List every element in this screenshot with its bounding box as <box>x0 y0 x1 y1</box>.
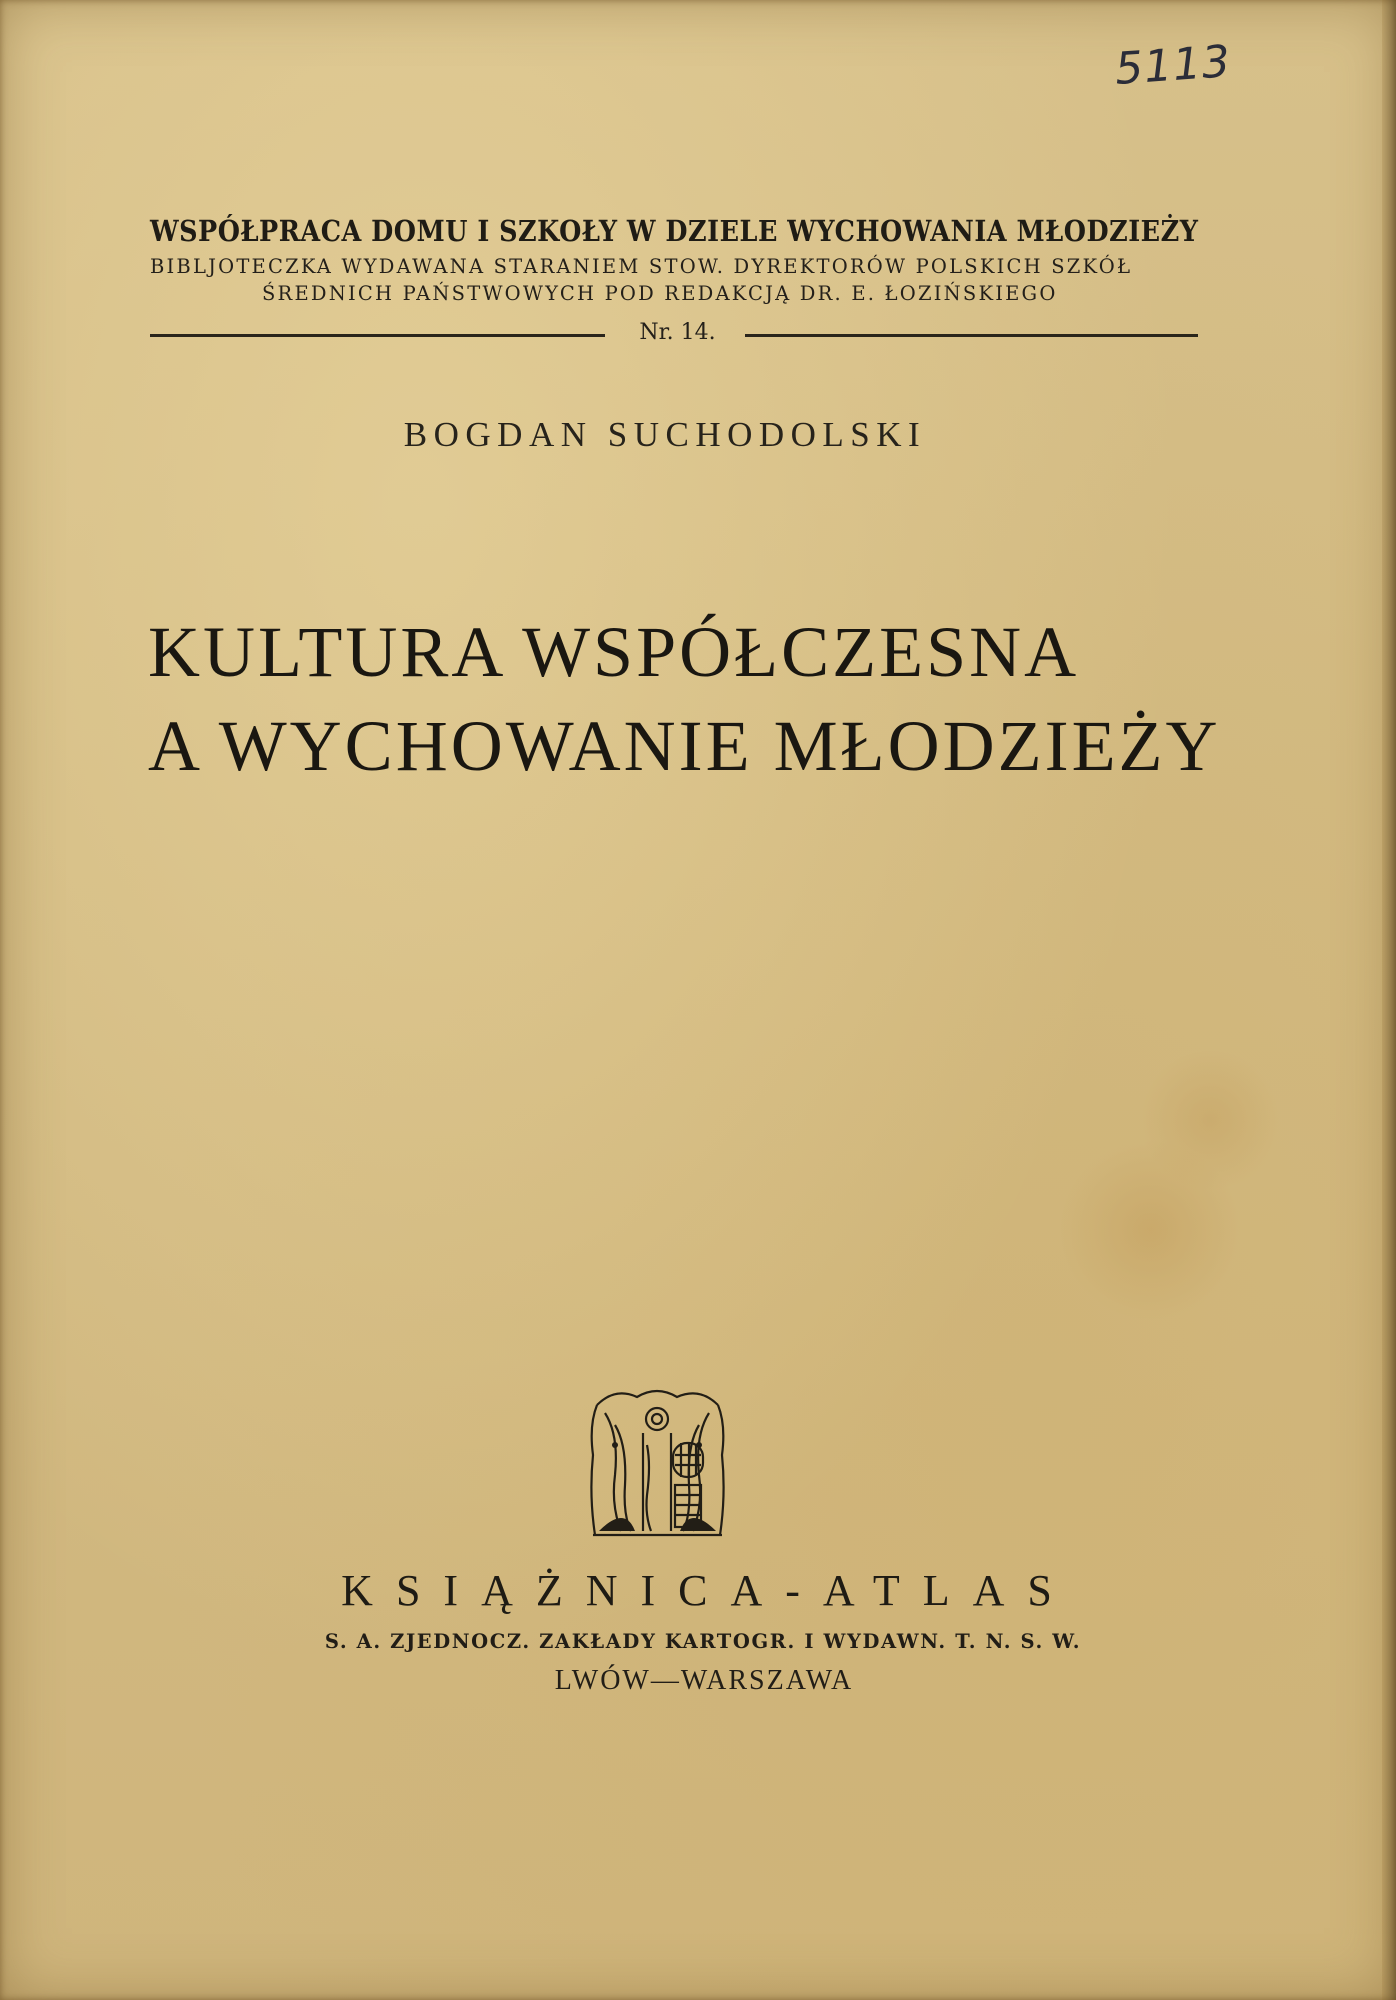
publisher-city: LWÓW—WARSZAWA <box>554 1665 854 1696</box>
publisher-emblem-icon <box>585 1385 730 1540</box>
series-subtitle-line1: BIBLJOTECZKA WYDAWANA STARANIEM STOW. DYREKTORÓW POLSKICH SZKÓŁ <box>150 255 1133 278</box>
book-title-line2: A WYCHOWANIE MŁODZIEŻY <box>148 706 1221 786</box>
series-number-row <box>150 320 1198 360</box>
publisher-block <box>0 1565 1396 1697</box>
author-name: BOGDAN SUCHODOLSKI <box>403 415 927 454</box>
cover-edge <box>1382 0 1396 2000</box>
divider-left <box>150 334 605 337</box>
book-title-line1: KULTURA WSPÓŁCZESNA <box>148 612 1080 692</box>
book-title <box>148 605 1268 793</box>
series-title: WSPÓŁPRACA DOMU I SZKOŁY W DZIELE WYCHOWANIA MŁODZIEŻY <box>150 215 1199 249</box>
series-header <box>150 215 1200 305</box>
divider-right <box>745 334 1198 337</box>
series-number: Nr. 14. <box>639 320 716 345</box>
series-subtitle-line2: ŚREDNICH PAŃSTWOWYCH POD REDAKCJĄ DR. E. ŁOZIŃSKIEGO <box>262 282 1058 305</box>
handwritten-shelfmark: 5113 <box>1113 36 1233 95</box>
publisher-name: KSIĄŻNICA-ATLAS <box>341 1566 1075 1615</box>
publisher-details: S. A. ZJEDNOCZ. ZAKŁADY KARTOGR. I WYDAWN. T. N. S. W. <box>324 1630 1082 1653</box>
